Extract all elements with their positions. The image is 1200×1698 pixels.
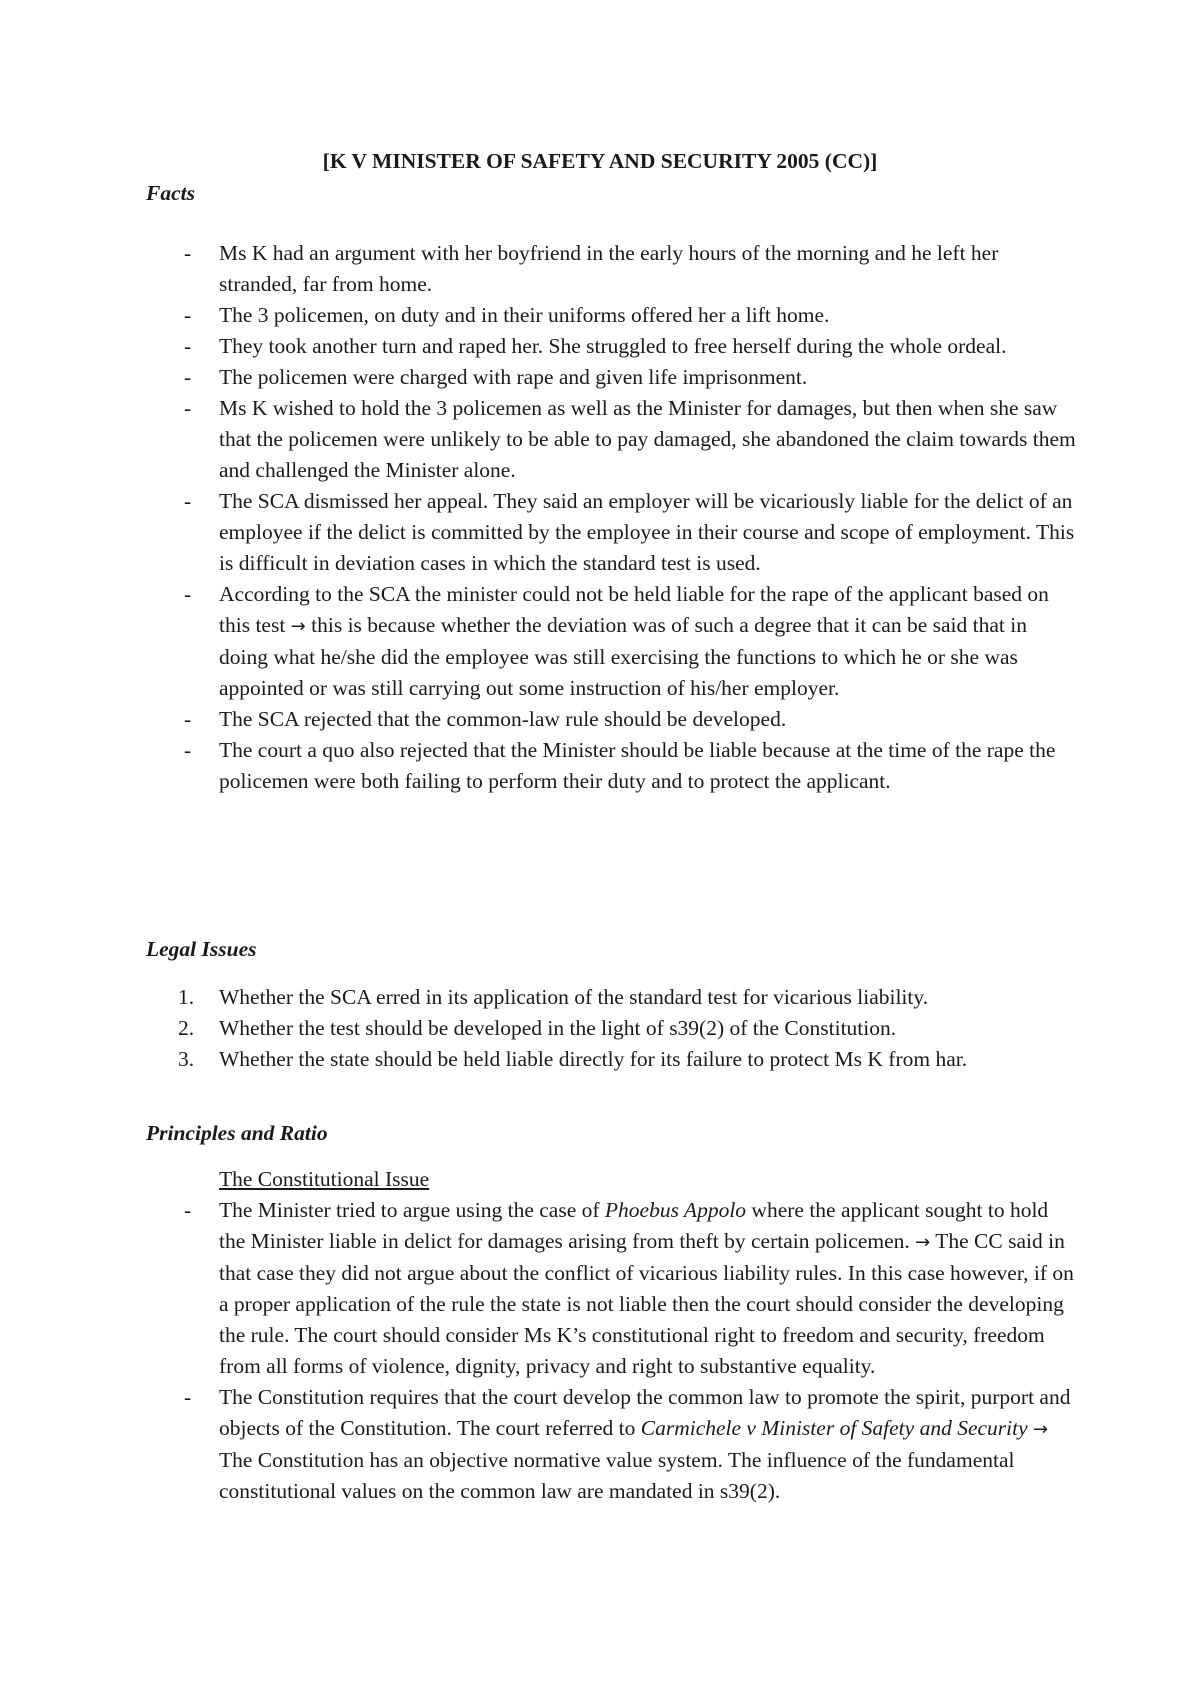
list-item [146,486,1076,579]
legal-issues-list [146,982,1076,1075]
list-number: 2. [178,1016,195,1040]
list-item [146,1013,1076,1044]
list-item [146,238,1076,300]
facts-list [146,238,1076,797]
fact-text: The SCA dismissed her appeal. They said an employer will be vicariously liable for the delict of an employee if the delict is committed by the employee in their course and scope of employment. This is difficult in deviation cases in which the standard test is used. [219,489,1075,575]
issue-text: Whether the test should be developed in the light of s39(2) of the Constitution. [219,1016,897,1040]
list-number: 1. [178,985,195,1009]
bullet-dash: - [184,1385,192,1409]
right-arrow-icon: → [290,616,306,637]
fact-text: The 3 policemen, on duty and in their uniforms offered her a lift home. [219,303,830,327]
bullet-dash: - [184,489,192,513]
principle-text: The Minister tried to argue using the case of [219,1198,605,1222]
list-number: 3. [178,1047,195,1071]
bullet-dash: - [184,303,192,327]
list-item [146,579,1076,704]
list-item [146,704,1076,735]
principle-text: The Constitution requires that the court develop the common law to promote the spirit, purport and objects of the Constitution. The court referred to [219,1385,1071,1440]
fact-text: The SCA rejected that the common-law rule should be developed. [219,707,787,731]
bullet-dash: - [184,241,192,265]
bullet-dash: - [184,707,192,731]
constitutional-issue-subheading: The Constitutional Issue [219,1167,430,1191]
bullet-dash: - [184,365,192,389]
list-item [146,1195,1076,1382]
fact-text: Ms K wished to hold the 3 policemen as well as the Minister for damages, but then when she saw that the policemen were unlikely to be able to pay damaged, she abandoned the claim towards them and challenged the Minister alone. [219,396,1076,482]
right-arrow-icon: → [1033,1419,1049,1440]
list-item [146,393,1076,486]
bullet-dash: - [184,334,192,358]
principle-text: The CC said in that case they did not argue about the conflict of vicarious liability rules. In this case however, if on a proper application of the rule the state is not liable then the court should consider the developing the rule. The court should consider Ms K’s constitutional right to freedom and security, freedom from all forms of violence, dignity, privacy and right to substantive equality. [219,1229,1074,1378]
list-item [146,362,1076,393]
legal-issues-heading: Legal Issues [146,937,257,961]
document-title: [K V MINISTER OF SAFETY AND SECURITY 2005 (CC)] [322,149,878,173]
principle-text: The Constitution has an objective normative value system. The influence of the fundamental constitutional values on the common law are mandated in s39(2). [219,1448,1015,1503]
issue-text: Whether the SCA erred in its application of the standard test for vicarious liability. [219,985,929,1009]
list-item [146,300,1076,331]
bullet-dash: - [184,582,192,606]
fact-text: Ms K had an argument with her boyfriend in the early hours of the morning and he left her stranded, far from home. [219,241,999,296]
bullet-dash: - [184,396,192,420]
fact-text: The court a quo also rejected that the Minister should be liable because at the time of the rape the policemen were both failing to perform their duty and to protect the applicant. [219,738,1056,793]
principle-text: where the applicant sought to hold the Minister liable in delict for damages arising from theft by certain policemen. [219,1198,1049,1253]
right-arrow-icon: → [915,1232,931,1253]
principles-heading: Principles and Ratio [146,1121,328,1145]
list-item [146,331,1076,362]
fact-text: this is because whether the deviation was of such a degree that it can be said that in doing what he/she did the employee was still exercising the functions to which he or she was appointed or was still carrying out some instruction of his/her employer. [219,613,1027,700]
list-item [146,982,1076,1013]
list-item [146,1382,1076,1507]
case-name: Carmichele v Minister of Safety and Security [640,1416,1028,1440]
fact-text: They took another turn and raped her. She struggled to free herself during the whole ordeal. [219,334,1007,358]
facts-heading: Facts [146,181,195,205]
case-name: Phoebus Appolo [604,1198,747,1222]
bullet-dash: - [184,1198,192,1222]
list-item [146,735,1076,797]
issue-text: Whether the state should be held liable directly for its failure to protect Ms K from har. [219,1047,968,1071]
bullet-dash: - [184,738,192,762]
principles-list [146,1195,1076,1507]
fact-text: According to the SCA the minister could not be held liable for the rape of the applicant based on this test [219,582,1049,637]
fact-text: The policemen were charged with rape and given life imprisonment. [219,365,808,389]
list-item [146,1044,1076,1075]
